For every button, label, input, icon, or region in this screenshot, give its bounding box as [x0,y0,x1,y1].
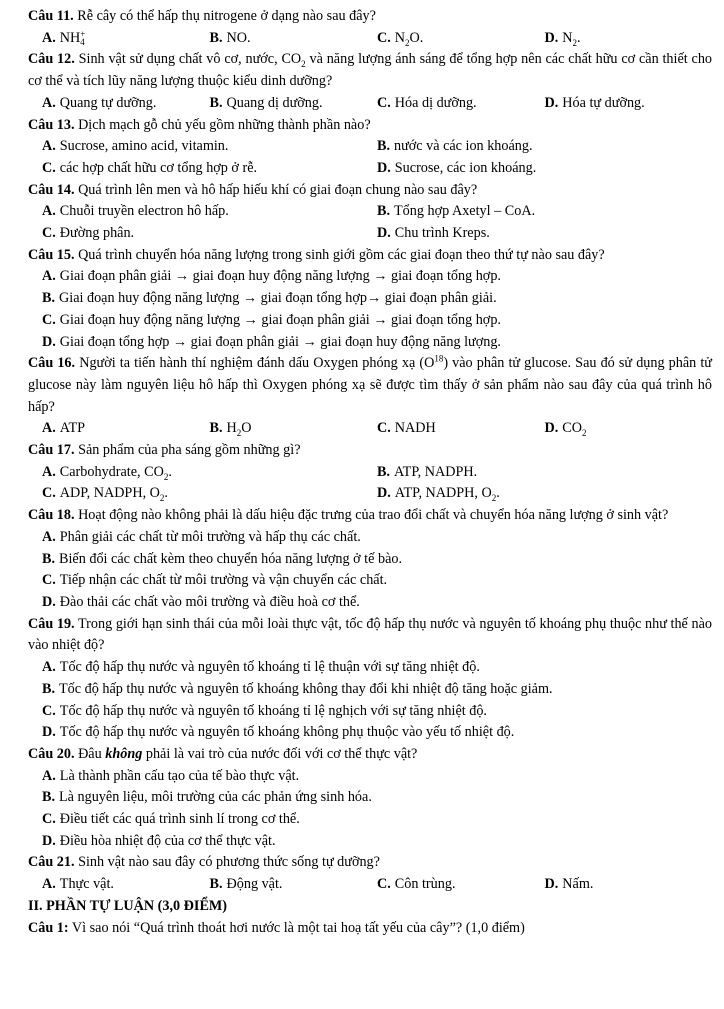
options-row [28,483,712,505]
options-row [28,201,712,223]
option-b: B. NO. [209,29,251,46]
option-d: D. Hóa tự dưỡng. [544,94,645,111]
option-d: D. Chu trình Kreps. [377,225,490,242]
option-b: B. Giai đoạn huy động năng lượng → giai đoạn tổng hợp→ giai đoạn phân giải. [42,290,497,307]
option-c: C. Côn trùng. [377,876,456,893]
option-b: B. Tổng hợp Axetyl – CoA. [377,203,536,220]
option-b: B. Tốc độ hấp thụ nước và nguyên tố khoáng không thay đổi khi nhiệt độ tăng hoặc giảm. [42,680,553,697]
option-c: C. Giai đoạn huy động năng lượng → giai đoạn phân giải → giai đoạn tổng hợp. [42,311,501,328]
option-a: A. Quang tự dưỡng. [42,94,157,111]
option-d: D. $CO_2$ [544,420,587,439]
option-d: D. Điều hòa nhiệt độ của cơ thể thực vật. [42,832,276,849]
option-a: A. Là thành phần cấu tạo của tế bào thực vật. [42,767,300,784]
options-row [28,462,712,484]
option-b: B. Là nguyên liệu, môi trường của các phản ứng sinh hóa. [42,789,372,806]
question-17: Câu 17. Sản phẩm của pha sáng gồm những gì? [28,442,301,459]
options-row [28,136,712,158]
option-d: D. $N_2$. [544,29,581,48]
question-15: Câu 15. Quá trình chuyển hóa năng lượng trong sinh giới gồm các giai đoạn theo thứ tự nào sau đây? [28,246,605,263]
option-d: D. ATP, NADPH, $O_2$. [377,485,500,504]
option-c: C. NADH [377,420,436,437]
question-14: Câu 14. Quá trình lên men và hô hấp hiếu khí có giai đoạn chung nào sau đây? [28,181,478,198]
question-text: Rễ cây có thể hấp thụ nitrogene ở dạng nào sau đây? [77,8,376,24]
options-row [28,874,712,896]
option-b: B. ATP, NADPH. [377,463,478,480]
option-b: B. Quang dị dưỡng. [209,94,323,111]
options-row [28,418,712,440]
option-c: C. Tốc độ hấp thụ nước và nguyên tố khoáng tỉ lệ nghịch với sự tăng nhiệt độ. [42,702,487,719]
option-a: A. NH + 4 [42,29,86,48]
option-a: A. Giai đoạn phân giải → giai đoạn huy động năng lượng → giai đoạn tổng hợp. [42,268,501,285]
option-c: C. Đường phân. [42,225,135,242]
option-c: C. các hợp chất hữu cơ tổng hợp ở rễ. [42,159,258,176]
option-a: A. Carbohydrate, $CO_2$. [42,463,172,482]
option-c: C. Hóa dị dưỡng. [377,94,477,111]
option-d: D. Nấm. [544,876,594,893]
option-d: D. Đào thải các chất vào môi trường và điều hoà cơ thể. [42,593,360,610]
option-b: B. $H_2O$ [209,420,252,439]
question-13: Câu 13. Dịch mạch gỗ chủ yếu gồm những thành phần nào? [28,116,371,133]
option-a: A. Tốc độ hấp thụ nước và nguyên tố khoáng tỉ lệ thuận với sự tăng nhiệt độ. [42,659,480,676]
option-c: C. Tiếp nhận các chất từ môi trường và vận chuyển các chất. [42,572,388,589]
option-a: A. ATP [42,420,86,437]
question-20: Câu 20. Đâu không phải là vai trò của nước đối với cơ thể thực vật? [28,745,418,762]
options-row [28,158,712,180]
option-b: B. nước và các ion khoáng. [377,138,533,155]
option-c: C. Điều tiết các quá trình sinh lí trong cơ thể. [42,811,300,828]
question-number: Câu 11. [28,8,74,24]
option-b: B. Biến đổi các chất kèm theo chuyển hóa năng lượng ở tế bào. [42,550,403,567]
question-12: Câu 12. Sinh vật sử dụng chất vô cơ, nước, $CO_2$ và năng lượng ánh sáng để tổng hợp nên các chất hữu cơ cần thiết cho cơ thể và tích lũy năng lượng thuộc kiểu dinh dưỡng? [28,51,713,90]
option-d: D. Giai đoạn tổng hợp → giai đoạn phân giải → giai đoạn huy động năng lượng. [42,333,501,350]
options-row [28,28,712,50]
option-a: A. Phân giải các chất từ môi trường và hấp thụ các chất. [42,528,361,545]
section-heading: II. PHẦN TỰ LUẬN (3,0 ĐIỂM) [28,897,228,914]
essay-question-1: Câu 1: Vì sao nói “Quá trình thoát hơi nước là một tai hoạ tất yếu của cây”? (1,0 điểm) [28,919,525,936]
option-b: B. Động vật. [209,876,283,893]
options-row [28,223,712,245]
option-d: D. Tốc độ hấp thụ nước và nguyên tố khoáng không phụ thuộc vào yếu tố nhiệt độ. [42,724,515,741]
option-a: A. Chuỗi truyền electron hô hấp. [42,203,229,220]
option-a: A. Thực vật. [42,876,114,893]
option-c: C. $N_2O$. [377,29,424,48]
question-11 [28,6,712,28]
question-21: Câu 21. Sinh vật nào sau đây có phương thức sống tự dưỡng? [28,854,380,871]
question-18: Câu 18. Hoạt động nào không phải là dấu hiệu đặc trưng của trao đổi chất và chuyển hóa năng lượng ở sinh vật? [28,507,669,524]
option-d: D. Sucrose, các ion khoáng. [377,159,537,176]
option-a: A. Sucrose, amino acid, vitamin. [42,138,229,155]
options-row [28,93,712,115]
question-16: Câu 16. Người ta tiến hành thí nghiệm đánh dấu Oxygen phóng xạ $(O^{18})$ vào phân tử glucose. Sau đó sử dụng phân tử glucose này làm nguyên liệu hô hấp thì Oxygen phóng xạ sẽ được tìm thấy ở sản phẩm nào sau đây của quá trình hô hấp? [28,353,712,415]
question-19: Câu 19. Trong giới hạn sinh thái của mỗi loài thực vật, tốc độ hấp thụ nước và nguyên tố khoáng phụ thuộc như thế nào vào nhiệt độ? [28,615,712,654]
option-c: C. ADP, NADPH, $O_2$. [42,485,168,504]
